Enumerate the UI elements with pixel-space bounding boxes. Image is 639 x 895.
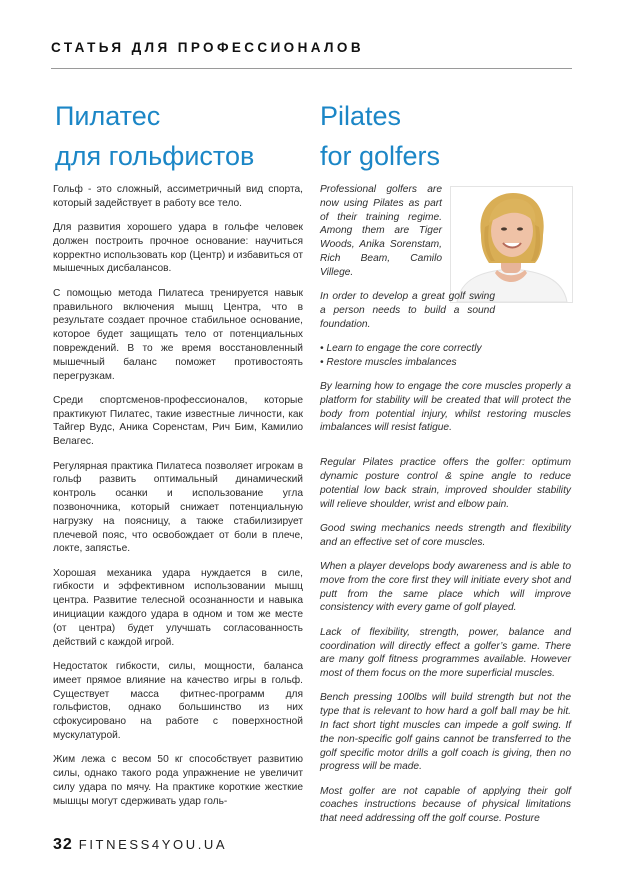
title-russian [55,96,254,176]
en-paragraph: Good swing mechanics needs strength and flexibility and an effective set of core muscles. [320,522,571,548]
en-intro-paragraph [320,183,571,280]
page-footer [53,836,227,854]
ru-paragraph: Для развития хорошего удара в гольфе человек должен построить прочное основание: научиться корректно использовать кор (Центр) и избавиться от мышечных дисбалансов. [53,222,303,275]
ru-paragraph: С помощью метода Пилатеса тренируется навык правильного включения мышц Центра, что в результате создает прочное стабильное основание, которое будет защищать тело от потенциальных повреждений. В то же время восстановленный мышечный баланс поможет противостоять перегрузкам. [53,287,303,382]
ru-paragraph: Среди спортсменов-профессионалов, которые практикуют Пилатес, такие известные личности, как Тайгер Вудс, Аника Соренстам, Рич Бим, Камилио Велагес. [53,394,303,448]
en-paragraph: By learning how to engage the core muscles properly a platform for stability will be created that will protect the body from potential injury, whilst restoring muscles imbalances will resist fatigue. [320,381,571,434]
en-paragraph: When a player develops body awareness and is able to move from the core first they will initiate every shot and putt from the same place which will improve consistency with every game of golf played. [320,561,571,614]
title-russian-line-2: для гольфистов [55,141,255,171]
title-english [320,96,440,176]
en-intro-text: Professional golfers are now using Pilates as part of their training regime. Among them are Tiger Woods, Anika Sorenstam, Rich Beam, Camilo Villege. [320,184,442,278]
en-paragraph: Lack of flexibility, strength, power, balance and coordination will directly effect a golfer’s game. There are many golf fitness programmes available. However most of them focus on the more superficial muscles. [320,626,571,680]
title-russian-line-1: Пилатес [55,101,161,131]
header-divider [51,68,572,69]
site-name: FITNESS4YOU.UA [78,837,228,852]
ru-paragraph: Гольф - это сложный, ассиметричный вид спорта, который задействует в работу все тело. [53,184,303,209]
russian-text-column [53,183,303,819]
en-paragraph: Most golfer are not capable of applying their golf coaches instructions because of physical limitations that need addressing off the golf course. Posture [320,785,571,825]
list-item: • Learn to engage the core correctly [320,342,482,354]
english-text-column [320,183,571,837]
list-item: • Restore muscles imbalances [320,356,457,368]
section-header: СТАТЬЯ ДЛЯ ПРОФЕССИОНАЛОВ [51,40,364,55]
en-paragraph: Regular Pilates practice offers the golfer: optimum dynamic posture control & spine angle to reduce potential low back strain, improved shoulder stability will relieve shoulder, wrist and elbow pain. [320,457,571,510]
page-number: 32 [53,836,73,853]
ru-paragraph: Недостаток гибкости, силы, мощности, баланса имеет прямое влияние на качество игры в гольф. Существует масса фитнес-программ для гольфистов, однако большинство из них сфокусировано на работе с поверхностной мускулатурой. [53,660,303,741]
en-paragraph: Bench pressing 100lbs will build strength but not the type that is relevant to how hard a golf ball may be hit. In fact short tight muscles can impede a golf swing. If the non-specific golf gains cannot be transferred to the golf specific motor drills a golf coach is giving, then no progress will be made. [320,692,571,773]
title-english-line-1: Pilates [320,101,402,131]
ru-paragraph: Регулярная практика Пилатеса позволяет игрокам в гольф развить оптимальный динамический контроль осанки и использование угла позвоночника, который снижает потенциальную нагрузку на поясницу, а также стабилизирует плечевой пояс, что освобождает от боли в плече, локте, запястье. [53,460,303,555]
en-bullet-list [320,342,571,370]
ru-paragraph: Хорошая механика удара нуждается в силе, гибкости и эффективном использовании мышц центра. Развитие телесной осознанности и навыка инициации каждого удара в одном и том же месте (от центра) будет улучшать согласованность действий с каждой игрой. [53,567,303,648]
en-intro-text-2: In order to develop a great golf swing a person needs to build a sound foundation. [320,291,495,330]
ru-paragraph: Жим лежа с весом 50 кг способствует развитию силы, однако такого рода упражнение не увеличит силу удара по мячу. На практике короткие жесткие мышцы могут сдерживать удар голь- [53,754,303,807]
title-english-line-2: for golfers [320,141,441,171]
en-intro-paragraph-2 [320,290,571,331]
